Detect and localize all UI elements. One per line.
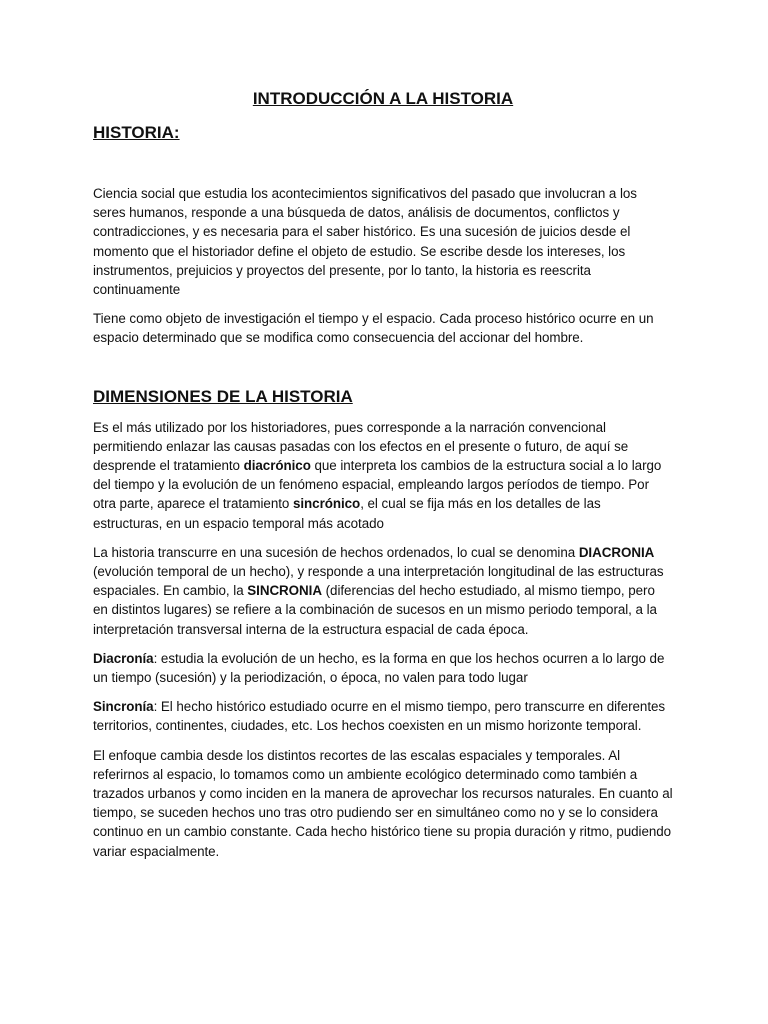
paragraph-dimensiones-intro <box>93 418 673 533</box>
paragraph-diacronia-sincronia <box>93 543 673 639</box>
bold-term-diacronico: diacrónico <box>243 458 311 474</box>
text-run: , el cual se fija más en los detalles de las estructuras, en un espacio temporal más acotado <box>93 496 601 531</box>
paragraph-sincronia-definition <box>93 697 673 735</box>
paragraph-historia-objeto: Tiene como objeto de investigación el tiempo y el espacio. Cada proceso histórico ocurre en un espacio determinado que se modifica como consecuencia del accionar del hombre. <box>93 311 654 346</box>
bold-term-sincronia-def: Sincronía <box>93 699 154 715</box>
section-heading-dimensiones: DIMENSIONES DE LA HISTORIA <box>93 386 353 406</box>
bold-term-sincronia: SINCRONIA <box>247 583 322 599</box>
document-title: INTRODUCCIÓN A LA HISTORIA <box>252 89 514 108</box>
bold-term-sincronico: sincrónico <box>292 496 361 512</box>
bold-term-diacronia-def: Diacronía <box>93 650 154 666</box>
paragraph-diacronia-definition <box>93 649 673 687</box>
text-run: : El hecho histórico estudiado ocurre en el mismo tiempo, pero transcurre en diferentes territorios, continentes, ciudades, etc. Los hechos coexisten en un mismo horizonte temporal. <box>93 699 666 734</box>
text-run: : estudia la evolución de un hecho, es la forma en que los hechos ocurren a lo largo de un tiempo (sucesión) y la periodización, o época, no valen para todo lugar <box>93 650 665 686</box>
text-run: (evolución temporal de un hecho), y responde a una interpretación longitudinal de las estructuras espaciales. En cambio, la <box>93 564 664 599</box>
text-run: que interpreta los cambios de la estructura social a lo largo del tiempo y la evolución de un fenómeno espacial, empleando largos períodos de tiempo. Por otra parte, aparece el tratamiento <box>93 458 662 512</box>
paragraph-historia-definition: Ciencia social que estudia los acontecimientos significativos del pasado que involucran a los seres humanos, responde a una búsqueda de datos, análisis de documentos, conflictos y contradicciones, y es necesaria para el saber histórico. Es una sucesión de juicios desde el momento que el historiador define el objeto de estudio. Se escribe desde los intereses, los instrumentos, prejuicios y proyectos del presente, por lo tanto, la historia es reescrita continuamente <box>93 186 637 298</box>
text-run: La historia transcurre en una sucesión de hechos ordenados, lo cual se denomina <box>93 544 579 560</box>
paragraph-enfoque: El enfoque cambia desde los distintos recortes de las escalas espaciales y temporales. Al referirnos al espacio, lo tomamos como un ambiente ecológico determinado como también a trazados urbanos y como inciden en la manera de aprovechar los recursos naturales. En cuanto al tiempo, se suceden hechos uno tras otro pudiendo ser en simultáneo como no y se lo considera continuo en un cambio constante. Cada hecho histórico tiene su propia duración y ritmo, pudiendo variar espacialmente. <box>93 747 673 859</box>
text-run: Es el más utilizado por los historiadores, pues corresponde a la narración convencional permitiendo enlazar las causas pasadas con los efectos en el presente o futuro, de aquí se desprende el tratamiento <box>93 419 629 474</box>
section-heading-historia: HISTORIA: <box>93 123 180 142</box>
bold-term-diacronia: DIACRONIA <box>578 544 655 560</box>
text-run: (diferencias del hecho estudiado, al mismo tiempo, pero en distintos lugares) se refiere a la combinación de sucesos en un mismo periodo temporal, a la interpretación transversal interna de la estructura espacial de cada época. <box>93 583 657 637</box>
document-page <box>93 88 673 871</box>
